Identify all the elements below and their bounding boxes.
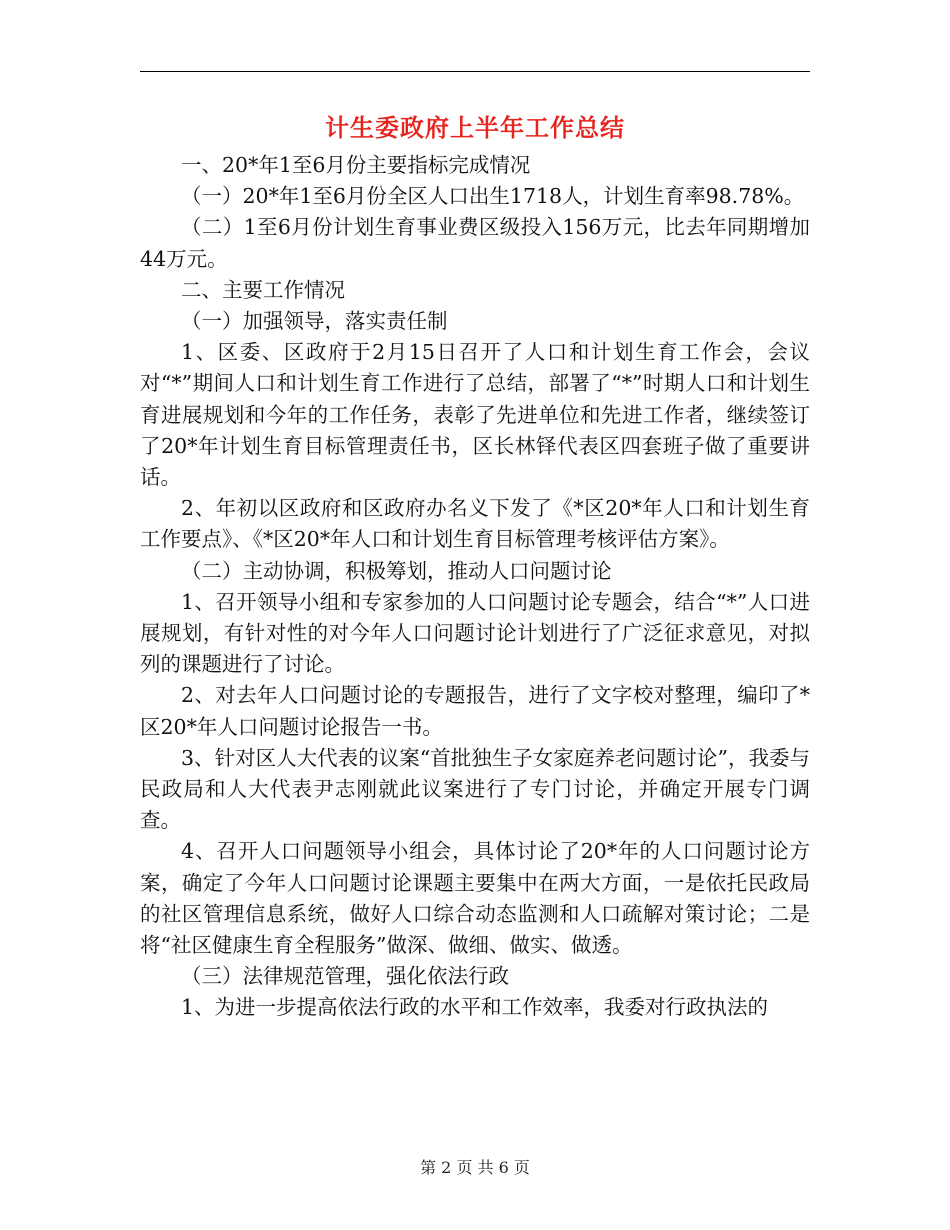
paragraph: 2、年初以区政府和区政府办名义下发了《*区20*年人口和计划生育工作要点》、《*区20*年人口和计划生育目标管理考核评估方案》。 — [140, 496, 810, 552]
paragraph: （二）1至6月份计划生育事业费区级投入156万元，比去年同期增加44万元。 — [140, 215, 810, 271]
paragraph: 1、召开领导小组和专家参加的人口问题讨论专题会，结合“*”人口进展规划，有针对性的对今年人口问题讨论计划进行了广泛征求意见，对拟列的课题进行了讨论。 — [140, 589, 810, 677]
document-title: 计生委政府上半年工作总结 — [325, 114, 625, 142]
paragraph: 3、针对区人大代表的议案“首批独生子女家庭养老问题讨论”，我委与民政局和人大代表尹志刚就此议案进行了专门讨论，并确定开展专门调查。 — [140, 745, 810, 833]
paragraph: 2、对去年人口问题讨论的专题报告，进行了文字校对整理，编印了*区20*年人口问题讨论报告一书。 — [140, 683, 810, 739]
paragraph: 4、召开人口问题领导小组会，具体讨论了20*年的人口问题讨论方案，确定了今年人口问题讨论课题主要集中在两大方面，一是依托民政局的社区管理信息系统，做好人口综合动态监测和人口疏解对策讨论；二是将“社区健康生育全程服务”做深、做细、做实、做透。 — [140, 839, 810, 958]
paragraph: 1、为进一步提高依法行政的水平和工作效率，我委对行政执法的 — [181, 995, 769, 1020]
subsection-heading: （二）主动协调，积极筹划，推动人口问题讨论 — [181, 558, 612, 583]
header-rule — [140, 71, 810, 72]
subsection-heading: （三）法律规范管理，强化依法行政 — [181, 964, 509, 989]
document-body — [140, 150, 810, 1024]
page-footer: 第 2 页 共 6 页 — [420, 1158, 530, 1177]
paragraph: 1、区委、区政府于2月15日召开了人口和计划生育工作会，会议对“*”期间人口和计划生育工作进行了总结，部署了“*”时期人口和计划生育进展规划和今年的工作任务，表彰了先进单位和先进工作者，继续签订了20*年计划生育目标管理责任书，区长林铎代表区四套班子做了重要讲话。 — [140, 340, 810, 490]
section-heading: 一、20*年1至6月份主要指标完成情况 — [181, 153, 531, 177]
subsection-heading: （一）加强领导，落实责任制 — [181, 309, 448, 334]
paragraph: （一）20*年1至6月份全区人口出生1718人，计划生育率98.78%。 — [181, 184, 805, 209]
section-heading: 二、主要工作情况 — [181, 277, 345, 302]
